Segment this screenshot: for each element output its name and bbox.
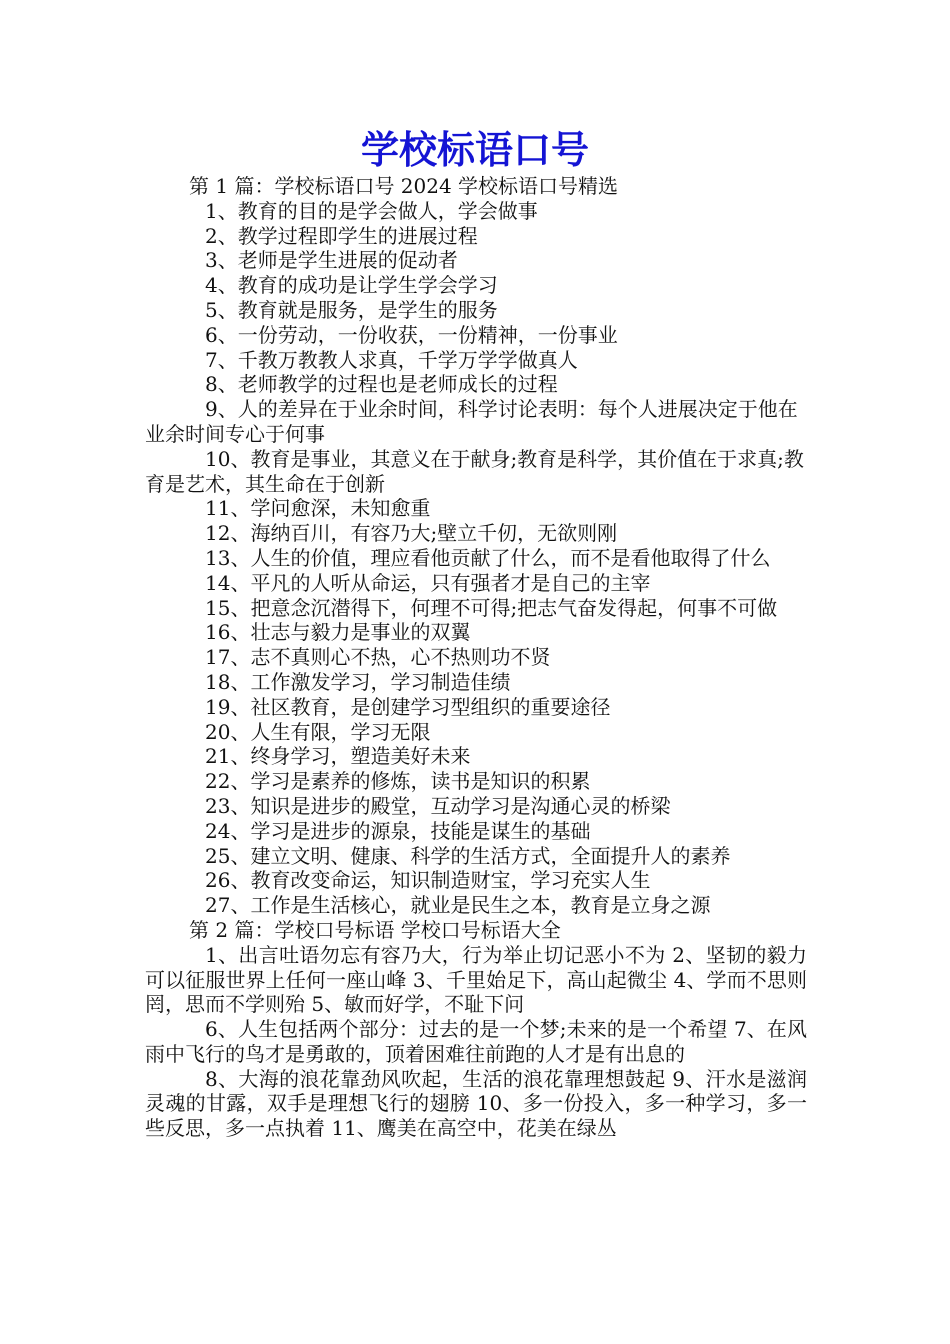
list-item: 7、千教万教教人求真，千学万学学做真人 (205, 347, 578, 372)
list-item: 26、教育改变命运，知识制造财宝，学习充实人生 (205, 868, 651, 893)
section-1-heading: 第 1 篇：学校标语口号 2024 学校标语口号精选 (189, 174, 619, 198)
list-item: 23、知识是进步的殿堂，互动学习是沟通心灵的桥梁 (205, 793, 671, 818)
list-item: 19、社区教育，是创建学习型组织的重要途径 (205, 694, 611, 719)
paragraph: 6、人生包括两个部分：过去的是一个梦;未来的是一个希望 7、在风雨中飞行的鸟才是勇敢的，顶着困难往前跑的人才是有出息的 (145, 1017, 807, 1066)
paragraph: 8、大海的浪花靠劲风吹起，生活的浪花靠理想鼓起 9、汗水是滋润灵魂的甘露，双手是理想飞行的翅膀 10、多一份投入，多一种学习，多一些反思，多一点执着 11、鹰美在高空中，花美在绿丛 (145, 1066, 807, 1141)
list-item: 11、学问愈深，未知愈重 (205, 496, 431, 521)
list-item: 22、学习是素养的修炼，读书是知识的积累 (205, 769, 591, 794)
list-item: 25、建立文明、健康、科学的生活方式，全面提升人的素养 (205, 843, 731, 868)
list-item: 1、教育的目的是学会做人，学会做事 (205, 198, 538, 223)
list-item: 6、一份劳动，一份收获，一份精神，一份事业 (205, 322, 618, 347)
list-item: 3、老师是学生进展的促动者 (205, 248, 458, 273)
list-item: 9、人的差异在于业余时间，科学讨论表明：每个人进展决定于他在业余时间专心于何事 (145, 397, 798, 446)
list-item: 17、志不真则心不热，心不热则功不贤 (205, 645, 551, 670)
section-2-heading: 第 2 篇：学校口号标语 学校口号标语大全 (189, 917, 561, 942)
list-item: 27、工作是生活核心，就业是民生之本，教育是立身之源 (205, 893, 711, 918)
list-item: 18、工作激发学习，学习制造佳绩 (205, 669, 511, 694)
list-item: 14、平凡的人听从命运，只有强者才是自己的主宰 (205, 570, 651, 595)
list-item: 15、把意念沉潜得下，何理不可得;把志气奋发得起，何事不可做 (205, 595, 778, 620)
list-item: 20、人生有限，学习无限 (205, 719, 431, 744)
list-item: 4、教育的成功是让学生学会学习 (205, 273, 498, 298)
list-item: 24、学习是进步的源泉，技能是谋生的基础 (205, 818, 591, 843)
document-body (145, 174, 807, 1141)
list-item: 10、教育是事业，其意义在于献身;教育是科学，其价值在于求真;教育是艺术，其生命在于创新 (145, 446, 804, 496)
paragraph: 1、出言吐语勿忘有容乃大，行为举止切记恶小不为 2、坚韧的毅力可以征服世界上任何一座山峰 3、千里始足下，高山起微尘 4、学而不思则罔，思而不学则殆 5、敏而好学，不耻下问 (145, 942, 807, 1017)
list-item: 8、老师教学的过程也是老师成长的过程 (205, 372, 558, 397)
list-item: 5、教育就是服务，是学生的服务 (205, 297, 498, 322)
list-item: 12、海纳百川，有容乃大;壁立千仞，无欲则刚 (205, 521, 618, 546)
list-item: 16、壮志与毅力是事业的双翼 (205, 620, 471, 645)
list-item: 2、教学过程即学生的进展过程 (205, 223, 478, 248)
list-item: 13、人生的价值，理应看他贡献了什么，而不是看他取得了什么 (205, 545, 771, 570)
document-title: 学校标语口号 (360, 128, 589, 172)
list-item: 21、终身学习，塑造美好未来 (205, 744, 471, 769)
